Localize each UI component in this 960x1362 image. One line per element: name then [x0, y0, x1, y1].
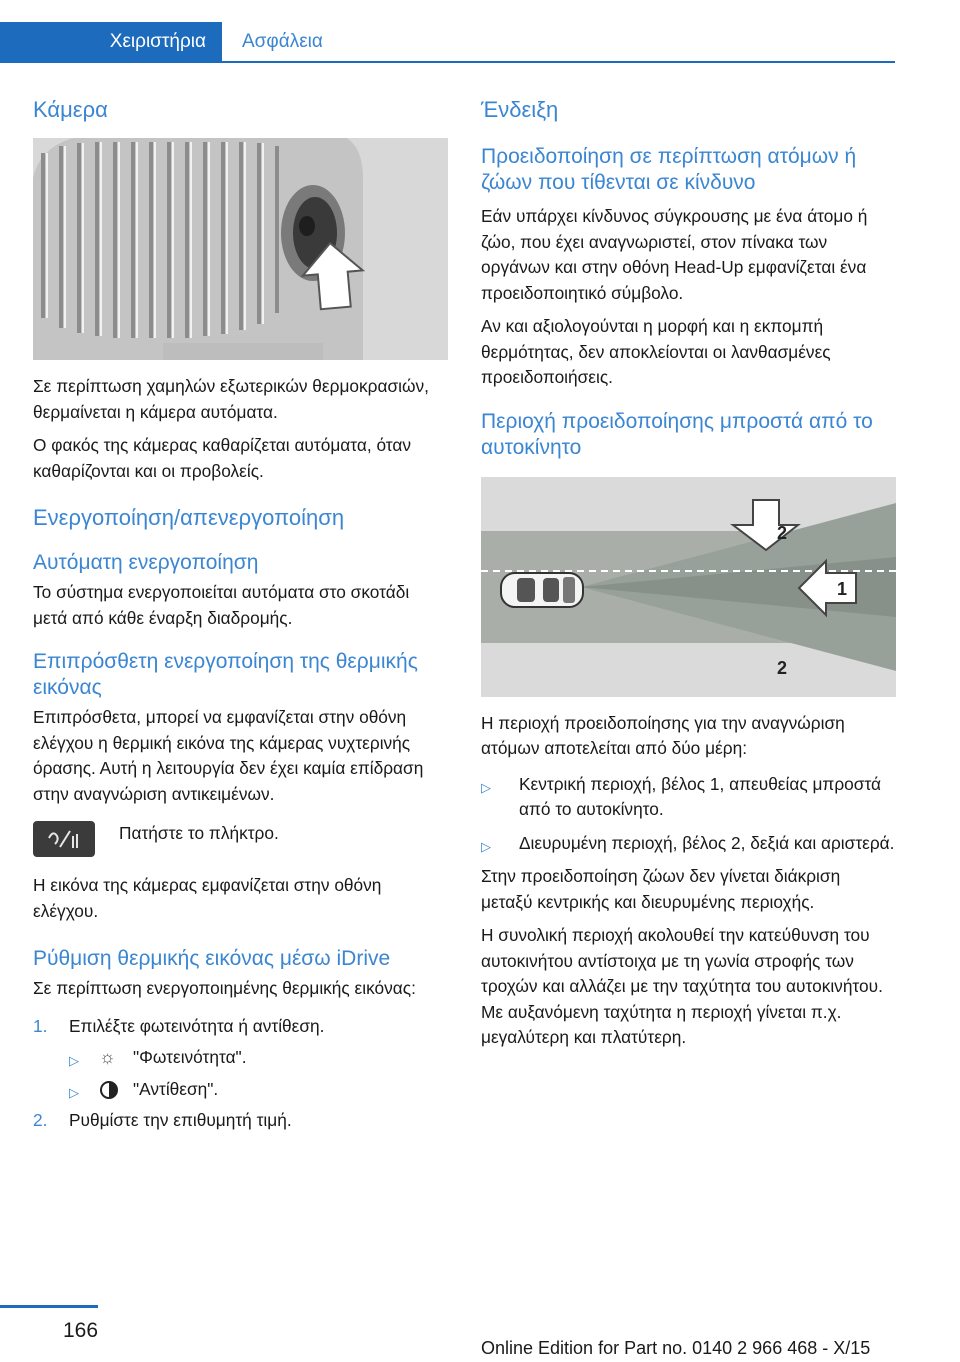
arrow-label: 1: [837, 578, 848, 599]
night-vision-icon: [46, 828, 82, 850]
warning-area-paragraph: Η περιοχή προειδοποίησης για την αναγνώριση ατόμων αποτελείται από δύο μέρη:: [481, 712, 845, 758]
substep-item: [33, 1045, 448, 1071]
substep-text: "Φωτεινότητα".: [133, 1047, 247, 1067]
sun-icon: ☼: [99, 1047, 116, 1067]
right-column: [481, 96, 896, 1059]
left-column: [33, 96, 448, 1140]
warning-paragraph-2: Αν και αξιολογούνται η μορφή και η εκπομπή θερμότητας, δεν αποκλείονται οι λανθασμένες προειδοποιήσεις.: [481, 316, 831, 387]
substep-text: "Αντίθεση".: [133, 1078, 219, 1099]
idrive-steps: [33, 1014, 448, 1134]
step-item: [33, 1014, 448, 1040]
header-divider: [0, 61, 895, 63]
press-button-text: Πατήστε το πλήκτρο.: [119, 823, 279, 843]
animals-paragraph: Στην προειδοποίηση ζώων δεν γίνεται διάκριση μεταξύ κεντρικής και διευρυμένης περιοχής.: [481, 866, 841, 912]
idrive-heading: Ρύθμιση θερμικής εικόνας μέσω iDrive: [33, 947, 391, 970]
triangle-bullet-icon: ▷: [69, 1053, 79, 1068]
bullet-text: Κεντρική περιοχή, βέλος 1, απευθείας μπροστά από το αυτοκίνητο.: [519, 773, 882, 819]
bullet-item: [481, 831, 896, 857]
camera-heading: Κάμερα: [33, 97, 108, 122]
grille-illustration: [33, 138, 448, 360]
camera-paragraph-2: Ο φακός της κάμερας καθαρίζεται αυτόματα, όταν καθαρίζονται και οι προβολείς.: [33, 435, 412, 481]
warning-area-heading: Περιοχή προειδοποίησης μπροστά από το αυτοκίνητο: [481, 409, 873, 459]
footer-divider: [0, 1305, 98, 1308]
auto-activation-paragraph: Το σύστημα ενεργοποιείται αυτόματα στο σκοτάδι μετά από κάθε έναρξη διαδρομής.: [33, 582, 410, 628]
bullet-item: [481, 772, 896, 823]
car-icon: [501, 573, 583, 607]
idrive-paragraph: Σε περίπτωση ενεργοποιημένης θερμικής εικόνας:: [33, 978, 416, 998]
press-button-row: [33, 821, 448, 857]
triangle-bullet-icon: ▷: [481, 779, 491, 795]
substep-item: [33, 1077, 448, 1103]
step-text: Επιλέξτε φωτεινότητα ή αντίθεση.: [69, 1015, 325, 1036]
step-item: [33, 1108, 448, 1134]
warning-area-illustration: [481, 477, 896, 697]
triangle-bullet-icon: ▷: [69, 1084, 79, 1100]
display-heading: Ένδειξη: [481, 97, 559, 122]
auto-activation-heading: Αυτόματη ενεργοποίηση: [33, 551, 259, 574]
total-area-paragraph: Η συνολική περιοχή ακολουθεί την κατεύθυνση του αυτοκινήτου αντίστοιχα με τη γωνία στροφής των τροχών και αλλάζει με την ταχύτητα του αυτοκινήτου. Με αυξανόμενη ταχύτητα η περιοχή γίνεται π.χ. μεγαλύτερη και πλατύτερη.: [481, 925, 883, 1047]
activation-heading: Ενεργοποίηση/απενεργοποίηση: [33, 505, 345, 530]
additional-activation-paragraph: Επιπρόσθετα, μπορεί να εμφανίζεται στην οθόνη ελέγχου η θερμική εικόνα της κάμερας νυχτερινής όρασης. Αυτή η λειτουργία δεν έχει καμία επίδραση στην αναγνώριση αντικειμένων.: [33, 707, 424, 804]
camera-paragraph-1: Σε περίπτωση χαμηλών εξωτερικών θερμοκρασιών, θερμαίνεται η κάμερα αυτόματα.: [33, 376, 429, 422]
step-number: 1.: [33, 1015, 48, 1036]
warning-area-bullets: [481, 772, 896, 857]
camera-grille-image: [33, 138, 448, 360]
triangle-bullet-icon: ▷: [481, 838, 491, 854]
bullet-text: Διευρυμένη περιοχή, βέλος 2, δεξιά και αριστερά.: [519, 832, 895, 853]
warning-heading: Προειδοποίηση σε περίπτωση ατόμων ή ζώων που τίθενται σε κίνδυνο: [481, 145, 857, 194]
warning-paragraph-1: Εάν υπάρχει κίνδυνος σύγκρουσης με ένα άτομο ή ζώο, που έχει αναγνωριστεί, στον πίνακα των οργάνων και στην οθόνη Head-Up εμφανίζεται ένα προειδοποιητικό σύμβολο.: [481, 206, 868, 303]
arrow-label: 2: [777, 522, 788, 543]
edition-text: Online Edition for Part no. 0140 2 966 468 - X/15: [481, 1338, 871, 1358]
night-vision-key-button[interactable]: [33, 821, 95, 857]
step-number: 2.: [33, 1110, 48, 1130]
page-number: 166: [63, 1319, 99, 1342]
step-text: Ρυθμίστε την επιθυμητή τιμή.: [69, 1110, 292, 1130]
tab-safety[interactable]: Ασφάλεια: [242, 31, 323, 52]
header-tabs: [0, 0, 895, 62]
camera-display-paragraph: Η εικόνα της κάμερας εμφανίζεται στην οθόνη ελέγχου.: [33, 875, 382, 921]
contrast-icon: [99, 1080, 119, 1108]
tab-controls[interactable]: Χειριστήρια: [0, 22, 222, 62]
warning-area-diagram: [481, 477, 896, 697]
additional-activation-heading: Επιπρόσθετη ενεργοποίηση της θερμικής εικόνας: [33, 650, 418, 699]
arrow-label: 2: [777, 657, 788, 678]
